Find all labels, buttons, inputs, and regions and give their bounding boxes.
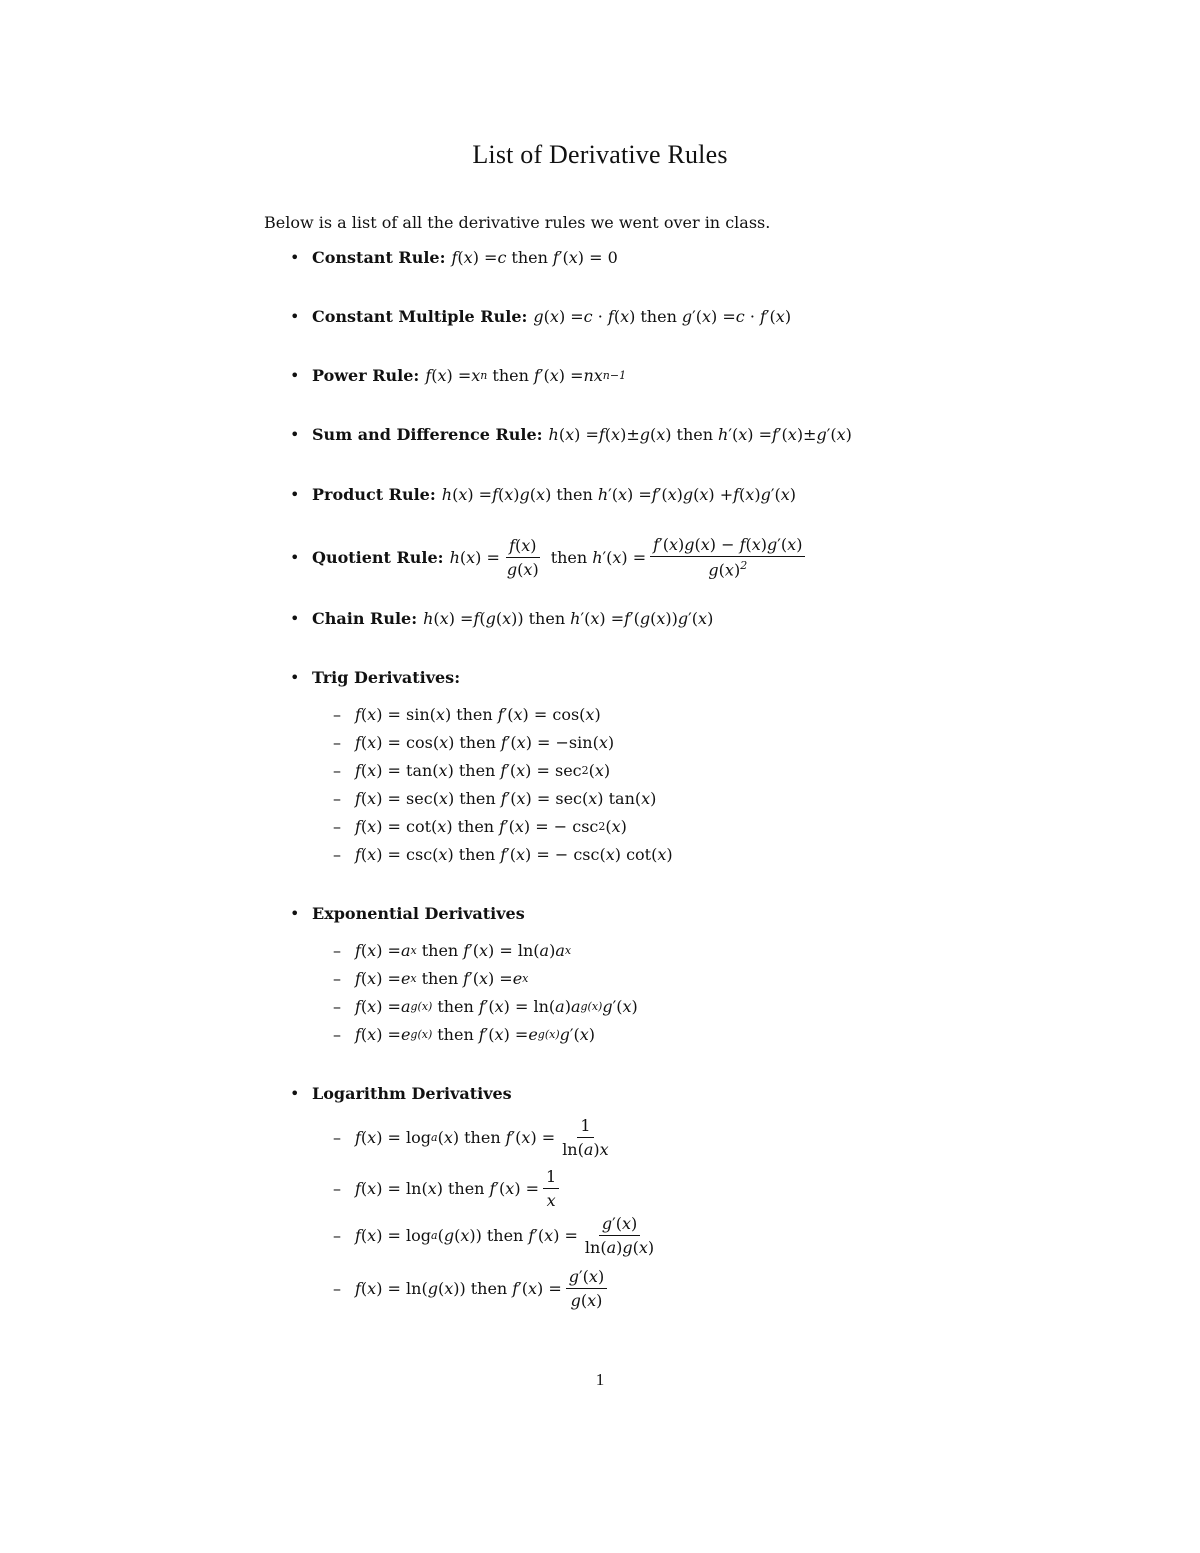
rule-label: Logarithm Derivatives bbox=[312, 1084, 512, 1103]
trig-sin: – f ( x ) = sin( x ) then f ′( x ) = cos( x ) bbox=[333, 705, 601, 724]
connector: then bbox=[457, 817, 495, 836]
connector: then bbox=[458, 845, 496, 864]
rule-label: Constant Multiple Rule: bbox=[312, 307, 528, 326]
connector: then bbox=[511, 248, 548, 267]
bullet-icon: • bbox=[290, 547, 300, 567]
connector: then bbox=[464, 1128, 501, 1147]
trig-cot: – f ( x ) = cot( x ) then f ′( x ) = − csc 2 ( x ) bbox=[333, 817, 627, 836]
connector: then bbox=[421, 969, 459, 988]
connector: then bbox=[486, 1226, 524, 1245]
sum-difference-rule: • Sum and Difference Rule: h ( x ) = f ( x )± g ( x ) then h ′( x ) = f ′( x )± g ′( x ) bbox=[290, 425, 852, 444]
rule-label: Sum and Difference Rule: bbox=[312, 425, 543, 444]
rule-label: Product Rule: bbox=[312, 485, 436, 504]
connector: then bbox=[459, 789, 496, 808]
connector: then bbox=[437, 1025, 474, 1044]
connector: then bbox=[556, 485, 593, 504]
chain-rule: • Chain Rule: h ( x ) = f ( g ( x )) then h ′( x ) = f ′( g ( x )) g ′( x ) bbox=[290, 609, 714, 628]
exp-a-gx: – f ( x ) = a g(x) then f ′( x ) = ln( a ) a g(x) g ′( x ) bbox=[333, 997, 638, 1016]
rule-label: Power Rule: bbox=[312, 366, 420, 385]
log-ln-x: – f ( x ) = ln( x ) then f ′( x ) = $\frac{1}{x}$ bbox=[333, 1167, 563, 1210]
connector: then bbox=[447, 1179, 485, 1198]
product-rule: • Product Rule: h ( x ) = f ( x ) g ( x ) then h ′( x ) = f ′( x ) g ( x ) + f ( x ) g ′( x ) bbox=[290, 485, 796, 504]
log-ln-gx: – f ( x ) = ln( g ( x )) then f ′( x ) = $\frac{g'(x)}{g(x)}$ bbox=[333, 1267, 611, 1310]
quotient-rule: • Quotient Rule: h ( x ) = $\frac{f(x)}{g(x)}$ then h ′( x ) = $\frac{f'(x)g(x) - f(x)g'(x)}{g(x)^2}$ bbox=[290, 535, 809, 579]
page-title: List of Derivative Rules bbox=[472, 140, 728, 169]
power-rule: • Power Rule: f ( x ) = x n then f ′( x ) = nx n−1 bbox=[290, 366, 627, 385]
bullet-icon: • bbox=[290, 904, 300, 923]
rule-label: Quotient Rule: bbox=[312, 547, 444, 567]
connector: then bbox=[421, 941, 459, 960]
exp-e-gx: – f ( x ) = e g(x) then f ′( x ) = e g(x) g ′( x ) bbox=[333, 1025, 596, 1044]
bullet-icon: • bbox=[290, 485, 300, 504]
trig-derivatives bbox=[290, 668, 466, 687]
fraction: $\frac{g'(x)}{g(x)}$ bbox=[566, 1267, 607, 1310]
connector: then bbox=[492, 366, 529, 385]
trig-tan: – f ( x ) = tan( x ) then f ′( x ) = sec 2 ( x ) bbox=[333, 761, 611, 780]
fraction: $\frac{f(x)}{g(x)}$ bbox=[506, 535, 539, 579]
intro-text: Below is a list of all the derivative rules we went over in class. bbox=[264, 213, 771, 232]
exponential-derivatives bbox=[290, 904, 531, 923]
connector: then bbox=[456, 705, 493, 724]
exp-a-x: – f ( x ) = a x then f ′( x ) = ln( a ) a x bbox=[333, 941, 572, 960]
rule-label: Trig Derivatives: bbox=[312, 668, 461, 687]
connector: then bbox=[550, 547, 588, 567]
rule-label: Exponential Derivatives bbox=[312, 904, 525, 923]
bullet-icon: • bbox=[290, 668, 300, 687]
fraction: $\frac{g'(x)}{\ln(a)g(x)}$ bbox=[584, 1214, 655, 1257]
bullet-icon: • bbox=[290, 366, 300, 385]
bullet-icon: • bbox=[290, 248, 300, 267]
log-a-x: – f ( x ) = log a ( x ) then f ′( x ) = $\frac{1}{\ln(a)x}$ bbox=[333, 1116, 616, 1159]
connector: then bbox=[459, 733, 496, 752]
fraction: $\frac{f'(x)g(x) - f(x)g'(x)}{g(x)^2}$ bbox=[650, 535, 805, 579]
trig-cos: – f ( x ) = cos( x ) then f ′( x ) = −sin( x ) bbox=[333, 733, 615, 752]
bullet-icon: • bbox=[290, 307, 300, 326]
rule-label: Constant Rule: bbox=[312, 248, 446, 267]
connector: then bbox=[470, 1279, 508, 1298]
page-number: 1 bbox=[595, 1370, 605, 1389]
bullet-icon: • bbox=[290, 1084, 300, 1103]
logarithm-derivatives bbox=[290, 1084, 518, 1103]
log-a-gx: – f ( x ) = log a ( g ( x )) then f ′( x ) = $\frac{g'(x)}{\ln(a)g(x)}$ bbox=[333, 1214, 661, 1257]
bullet-icon: • bbox=[290, 609, 300, 628]
constant-multiple-rule: • Constant Multiple Rule: g ( x ) = c · f ( x ) then g ′( x ) = c · f ′( x ) bbox=[290, 307, 792, 326]
trig-sec: – f ( x ) = sec( x ) then f ′( x ) = sec( x ) tan( x ) bbox=[333, 789, 657, 808]
exp-e-x: – f ( x ) = e x then f ′( x ) = e x bbox=[333, 969, 529, 988]
bullet-icon: • bbox=[290, 425, 300, 444]
constant-rule: • Constant Rule: f ( x ) = c then f ′( x ) = 0 bbox=[290, 248, 618, 267]
fraction: $\frac{1}{\ln(a)x}$ bbox=[562, 1116, 609, 1159]
trig-csc: – f ( x ) = csc( x ) then f ′( x ) = − csc( x ) cot( x ) bbox=[333, 845, 673, 864]
connector: then bbox=[437, 997, 474, 1016]
connector: then bbox=[458, 761, 496, 780]
connector: then bbox=[676, 425, 714, 444]
fraction: $\frac{1}{x}$ bbox=[543, 1167, 559, 1210]
connector: then bbox=[528, 609, 566, 628]
rule-label: Chain Rule: bbox=[312, 609, 418, 628]
connector: then bbox=[640, 307, 677, 326]
